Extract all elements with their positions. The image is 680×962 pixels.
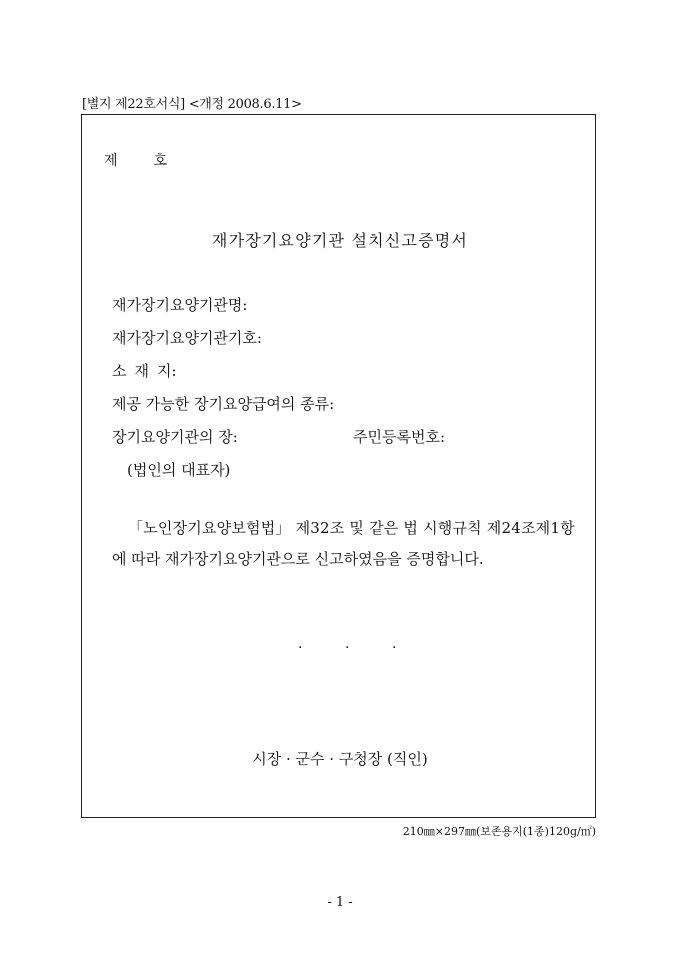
- paper-spec-note: 210㎜×297㎜(보존용지(1종)120g/㎡): [402, 825, 596, 838]
- date-dot-month: .: [345, 636, 350, 652]
- certification-text-line2: 에 따라 재가장기요양기관으로 신고하였음을 증명합니다.: [112, 550, 484, 568]
- field-institution-name: 재가장기요양기관명:: [112, 296, 248, 314]
- certification-text-line1: 「노인장기요양보험법」 제32조 및 같은 법 시행규칙 제24조제1항: [128, 519, 575, 537]
- document-number-line: [104, 150, 167, 170]
- date-dot-day: .: [392, 636, 397, 652]
- field-institution-head: 장기요양기관의 장:: [112, 428, 238, 446]
- field-institution-code: 재가장기요양기관기호:: [112, 329, 262, 347]
- document-number-prefix: 제: [104, 153, 118, 169]
- form-header-label: [별지 제22호서식] <개정 2008.6.11>: [82, 97, 302, 112]
- issuer-signature-line: 시장 · 군수 · 구청장 (직인): [252, 750, 428, 768]
- field-address-part3: 지:: [157, 362, 177, 380]
- field-address: [112, 360, 177, 381]
- field-resident-number: 주민등록번호:: [353, 428, 445, 446]
- field-address-part2: 재: [134, 362, 149, 380]
- document-number-suffix: 호: [153, 153, 168, 169]
- page-number: - 1 -: [327, 895, 353, 910]
- field-representative: (법인의 대표자): [127, 461, 231, 479]
- field-services: 제공 가능한 장기요양급여의 종류:: [112, 395, 335, 413]
- document-title: 재가장기요양기관 설치신고증명서: [211, 231, 469, 250]
- field-address-part1: 소: [112, 362, 127, 380]
- date-dot-year: .: [298, 636, 303, 652]
